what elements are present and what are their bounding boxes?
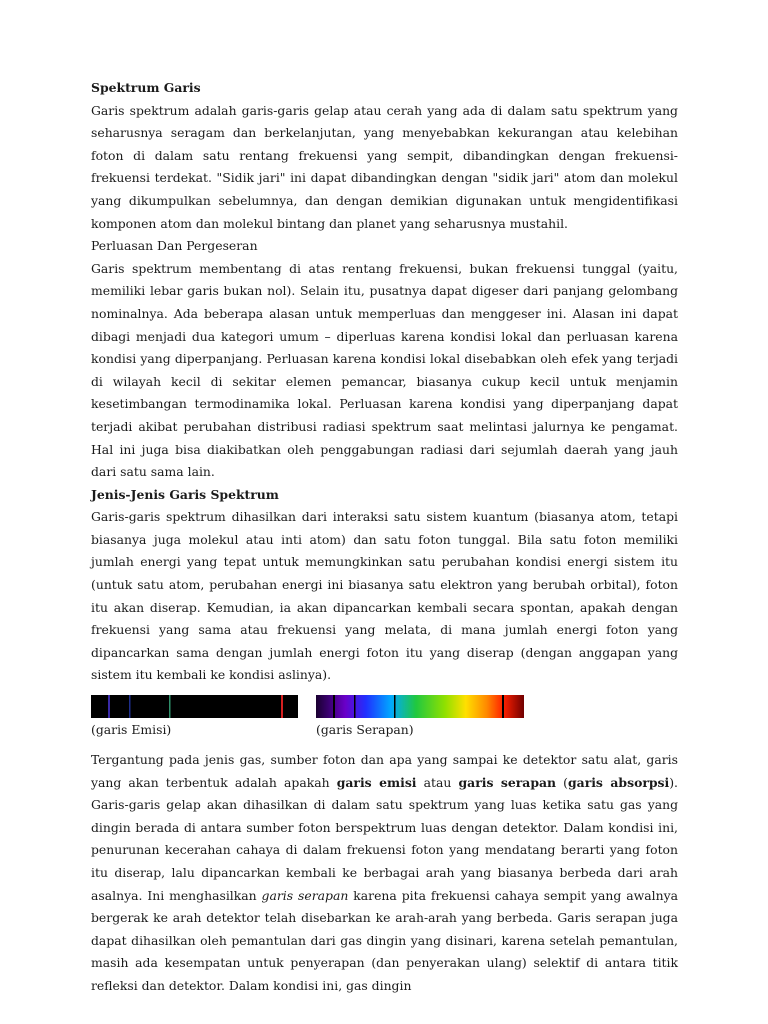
emission-caption: (garis Emisi) bbox=[91, 722, 172, 738]
emission-line-red bbox=[281, 695, 283, 718]
absorption-line-1 bbox=[333, 695, 335, 718]
absorption-line-3 bbox=[394, 695, 396, 718]
absorption-line-2 bbox=[354, 695, 356, 718]
absorption-caption: (garis Serapan) bbox=[316, 722, 414, 738]
emission-spectrum-svg bbox=[91, 695, 298, 718]
absorption-gradient-band bbox=[316, 695, 524, 718]
paragraph-jenis-garis: Garis-garis spektrum dihasilkan dari interaksi satu sistem kuantum (biasanya atom, tetapi biasanya juga molekul atau inti atom) dan satu foton tunggal. Bila satu foton memiliki jumlah energi yang tepat untuk memungkinkan satu perubahan kondisi energi sistem itu (untuk satu atom, perubahan energi ini biasanya satu elektron yang berubah orbital), foton itu akan diserap. Kemudian, ia akan dipancarkan kembali secara spontan, apakah dengan frekuensi yang sama atau frekuensi yang melata, di mana jumlah energi foton yang dipancarkan sama dengan jumlah energi foton itu yang diserap (dengan anggapan yang sistem itu kembali ke kondisi aslinya). bbox=[91, 509, 678, 683]
term-garis-emisi: garis emisi bbox=[336, 774, 417, 790]
text-run: ). Garis-garis gelap akan dihasilkan di dalam satu spektrum yang luas ketika satu gas yang dingin berada di antara sumber foton berspektrum luas dengan detektor. Dalam kondisi ini, penurunan kecerahan cahaya di dalam frekuensi foton yang mendatang berarti yang foton itu diserap, lalu dipancarkan kembali ke berbagai arah yang biasanya berbeda dari arah asalnya. Ini menghasilkan bbox=[91, 774, 678, 903]
section-title-perluasan: Perluasan Dan Pergeseran bbox=[91, 238, 258, 254]
absorption-spectrum-image bbox=[316, 695, 524, 718]
emission-background bbox=[91, 695, 298, 718]
document-page bbox=[91, 77, 678, 998]
paragraph-spektrum-garis: Garis spektrum adalah garis-garis gelap atau cerah yang ada di dalam satu spektrum yang seharusnya seragam dan berkelanjutan, yang menyebabkan kekurangan atau kelebihan foton di dalam satu rentang frekuensi yang sempit, dibandingkan dengan frekuensi-frekuensi terdekat. "Sidik jari" ini dapat dibandingkan dengan "sidik jari" atom dan molekul yang dikumpulkan sebelumnya, dan dengan demikian digunakan untuk mengidentifikasi komponen atom dan molekul bintang dan planet yang seharusnya mustahil. bbox=[91, 102, 678, 231]
absorption-spectrum-svg bbox=[316, 695, 524, 718]
section-title-jenis-garis: Jenis-Jenis Garis Spektrum bbox=[91, 486, 279, 502]
term-garis-absorpsi: garis absorpsi bbox=[568, 774, 670, 790]
section-title-spektrum-garis: Spektrum Garis bbox=[91, 80, 201, 95]
text-run: Tergantung pada jenis gas, sumber foton dan apa yang sampai ke detektor satu alat, garis yang akan terbentuk adalah apakah bbox=[91, 752, 678, 790]
term-garis-serapan: garis serapan bbox=[458, 774, 557, 790]
paragraph-perluasan: Garis spektrum membentang di atas rentang frekuensi, bukan frekuensi tunggal (yaitu, memiliki lebar garis bukan nol). Selain itu, pusatnya dapat digeser dari panjang gelombang nominalnya. Ada beberapa alasan untuk memperluas dan menggeser ini. Alasan ini dapat dibagi menjadi dua kategori umum – diperluas karena kondisi lokal dan perluasan karena kondisi yang diperpanjang. Perluasan karena kondisi lokal disebabkan oleh efek yang terjadi di wilayah kecil di sekitar elemen pemancar, biasanya cukup kecil untuk menjamin kesetimbangan termodinamika lokal. Perluasan karena kondisi yang diperpanjang dapat terjadi akibat perubahan distribusi radiasi spektrum saat melintasi jalurnya ke pengamat. Hal ini juga bisa diakibatkan oleh penggabungan radiasi dari sejumlah daerah yang jauh dari satu sama lain. bbox=[91, 260, 678, 480]
absorption-line-4 bbox=[502, 695, 504, 718]
emission-line-violet bbox=[108, 695, 110, 718]
text-run: karena pita frekuensi cahaya sempit yang awalnya bergerak ke arah detektor telah disebarkan ke arah-arah yang berbeda. Garis serapan juga dapat dihasilkan oleh pemantulan dari gas dingin yang disinari, karena setelah pemantulan, masih ada kesempatan untuk penyerapan (dan penyerakan ulang) selektif di antara titik refleksi dan detektor. Dalam kondisi ini, gas dingin bbox=[91, 887, 678, 993]
paragraph-emisi-serapan bbox=[91, 749, 678, 998]
spectra-figure bbox=[91, 689, 678, 749]
emission-spectrum-image bbox=[91, 695, 298, 718]
emission-line-green bbox=[169, 695, 171, 718]
text-run: ( bbox=[556, 774, 568, 790]
emission-line-blue bbox=[129, 695, 131, 718]
text-run: atau bbox=[416, 774, 459, 790]
term-garis-serapan-italic: garis serapan bbox=[261, 887, 349, 903]
